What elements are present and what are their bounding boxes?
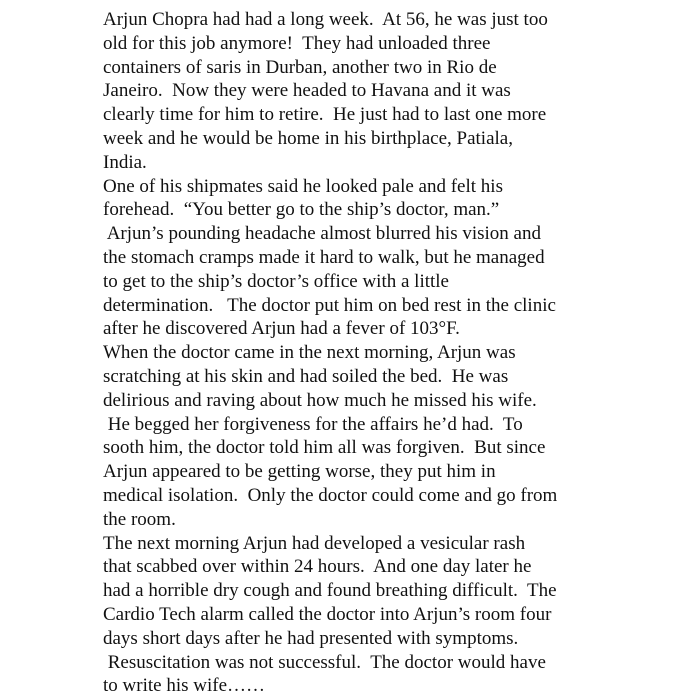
text-line: containers of saris in Durban, another two in Rio de [103, 56, 497, 78]
text-line: to write his wife…… [103, 675, 266, 697]
text-line: Arjun Chopra had had a long week. At 56, he was just too [103, 9, 548, 30]
text-line: clearly time for him to retire. He just had to last one more [103, 104, 547, 126]
text-line: had a horrible dry cough and found breathing difficult. The [103, 580, 557, 602]
text-line: Resuscitation was not successful. The doctor would have [103, 651, 546, 673]
text-line: to get to the ship’s doctor’s office with a little [103, 270, 449, 292]
text-line: determination. The doctor put him on bed rest in the clinic [103, 294, 556, 316]
text-line: scratching at his skin and had soiled the bed. He was [103, 365, 509, 387]
text-line: that scabbed over within 24 hours. And one day later he [103, 556, 532, 578]
text-line: One of his shipmates said he looked pale and felt his [103, 175, 503, 197]
text-line: after he discovered Arjun had a fever of 103°F. [103, 318, 460, 340]
text-line: the stomach cramps made it hard to walk, but he managed [103, 246, 545, 268]
text-line: The next morning Arjun had developed a vesicular rash [103, 532, 526, 554]
text-line: medical isolation. Only the doctor could come and go from [103, 484, 558, 506]
text-line: Janeiro. Now they were headed to Havana and it was [103, 80, 511, 102]
text-line: old for this job anymore! They had unloaded three [103, 32, 491, 54]
text-line: India. [103, 151, 147, 173]
text-line: delirious and raving about how much he missed his wife. [103, 389, 537, 411]
text-line: Arjun appeared to be getting worse, they put him in [103, 461, 496, 483]
text-line: sooth him, the doctor told him all was forgiven. But since [103, 437, 546, 459]
text-line: Cardio Tech alarm called the doctor into Arjun’s room four [103, 603, 552, 625]
text-line: When the doctor came in the next morning, Arjun was [103, 342, 516, 364]
text-line: forehead. “You better go to the ship’s doctor, man.” [103, 199, 500, 221]
text-line: days short days after he had presented with symptoms. [103, 627, 519, 649]
text-line: the room. [103, 508, 176, 530]
text-line: week and he would be home in his birthplace, Patiala, [103, 127, 513, 149]
story-text [103, 8, 693, 698]
text-line: He begged her forgiveness for the affairs he’d had. To [103, 413, 523, 435]
text-line: Arjun’s pounding headache almost blurred his vision and [103, 223, 541, 245]
